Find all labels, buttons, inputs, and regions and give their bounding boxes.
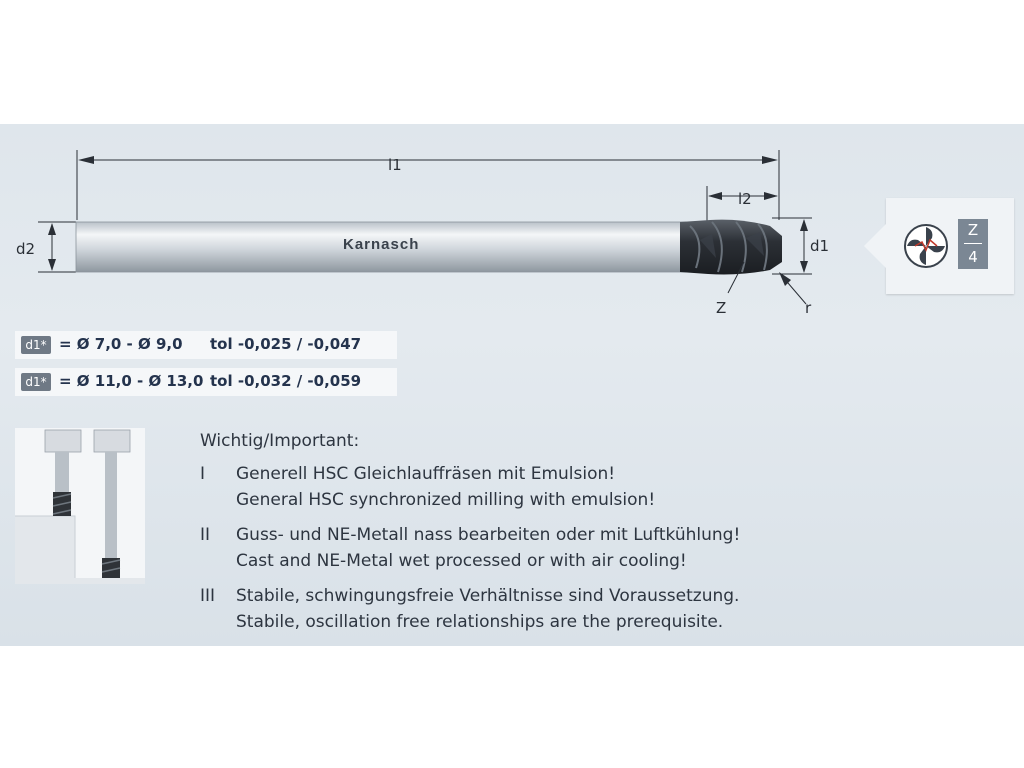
milling-illustration [15, 428, 145, 584]
dimension-d2-label: d2 [16, 240, 36, 258]
note-german: Guss- und NE-Metall nass bearbeiten oder mit Luftkühlung! [236, 525, 741, 545]
note-number: I [200, 464, 206, 484]
radius-r-label: r [805, 299, 812, 317]
tolerance-value: tol -0,025 / -0,047 [210, 335, 362, 353]
d1-badge: d1* [21, 373, 51, 391]
fraction-line [964, 243, 982, 244]
note-english: Stabile, oscillation free relationships are the prerequisite. [236, 612, 724, 632]
dimension-l2-label: l2 [738, 190, 752, 208]
dimension-d1-label: d1 [810, 237, 830, 255]
note-number: II [200, 525, 211, 545]
dimension-l1-label: l1 [388, 156, 402, 174]
milling-illustration-image [15, 428, 145, 584]
d1-badge: d1* [21, 336, 51, 354]
note-item [200, 461, 880, 513]
flute-count-box [886, 198, 1014, 294]
important-notes [200, 428, 880, 644]
flute-count-tag [958, 219, 988, 269]
note-number: III [200, 586, 216, 606]
tolerance-row [15, 368, 397, 396]
note-german: Generell HSC Gleichlauffräsen mit Emulsion! [236, 464, 616, 484]
note-english: General HSC synchronized milling with emulsion! [236, 490, 656, 510]
tolerance-row [15, 331, 397, 359]
tolerance-value: tol -0,032 / -0,059 [210, 372, 362, 390]
note-german: Stabile, schwingungsfreie Verhältnisse sind Voraussetzung. [236, 586, 740, 606]
note-item [200, 583, 880, 635]
callout-pointer [864, 224, 886, 268]
note-item [200, 522, 880, 574]
note-english: Cast and NE-Metal wet processed or with air cooling! [236, 551, 687, 571]
flute-cross-section-icon [902, 222, 950, 270]
notes-heading: Wichtig/Important: [200, 431, 360, 451]
diameter-range: = Ø 11,0 - Ø 13,0 [59, 372, 204, 390]
flute-count: 4 [968, 248, 978, 266]
brand-logo: Karnasch [343, 236, 420, 253]
diameter-range: = Ø 7,0 - Ø 9,0 [59, 335, 183, 353]
flute-z-label: Z [716, 299, 727, 317]
flute-label: Z [967, 221, 979, 239]
